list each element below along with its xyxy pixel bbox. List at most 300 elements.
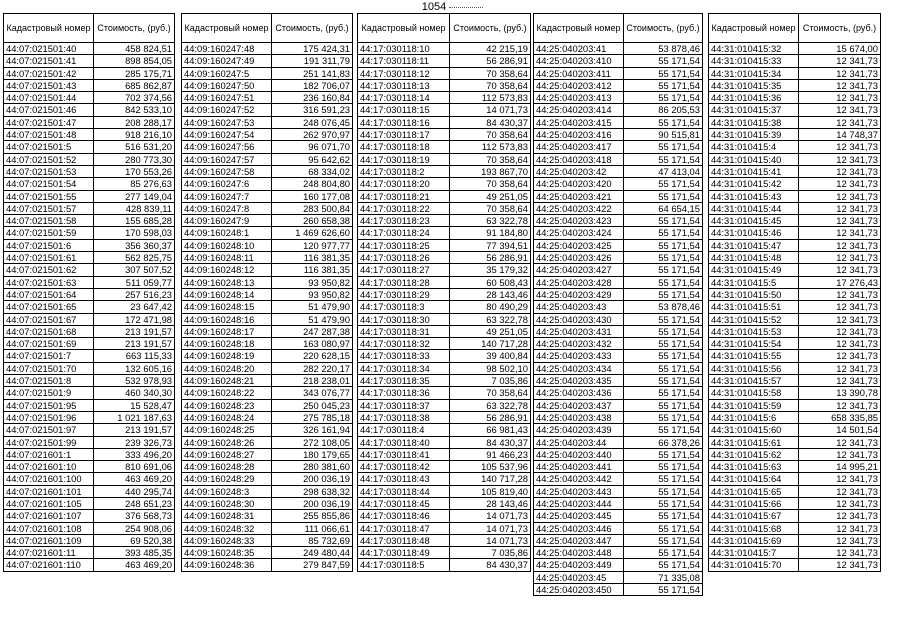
- cadastral-number-cell: 44:09:160247:5: [182, 67, 272, 79]
- cost-cell: 282 220,17: [272, 362, 353, 374]
- table-row: [182, 141, 353, 153]
- table-row: [182, 473, 353, 485]
- table-row: [4, 473, 175, 485]
- cadastral-number-cell: 44:07:021501:53: [4, 165, 94, 177]
- table-row: [358, 387, 531, 399]
- table-row: [182, 67, 353, 79]
- cost-cell: 200 036,19: [272, 497, 353, 509]
- cadastral-number-cell: 44:17:030118:47: [358, 522, 450, 534]
- cadastral-number-cell: 44:07:021501:61: [4, 252, 94, 264]
- table-row: [182, 276, 353, 288]
- table-row: [4, 325, 175, 337]
- table-row: [182, 350, 353, 362]
- cost-cell: 298 638,32: [272, 485, 353, 497]
- cost-cell: 70 358,64: [450, 79, 531, 91]
- cadastral-number-cell: 44:31:010415:49: [709, 264, 799, 276]
- cost-cell: 66 981,43: [450, 424, 531, 436]
- cost-cell: 1 021 187,63: [94, 411, 175, 423]
- table-row: [534, 375, 703, 387]
- cadastral-number-cell: 44:31:010415:69: [709, 534, 799, 546]
- cadastral-number-cell: 44:09:160247:50: [182, 79, 272, 91]
- cost-cell: 182 706,07: [272, 79, 353, 91]
- table-row: [4, 375, 175, 387]
- cost-cell: 393 485,35: [94, 547, 175, 559]
- cadastral-number-cell: 44:25:040203:437: [534, 399, 624, 411]
- cadastral-number-cell: 44:17:030118:44: [358, 485, 450, 497]
- cost-cell: 516 531,20: [94, 141, 175, 153]
- cadastral-number-cell: 44:25:040203:427: [534, 264, 624, 276]
- cost-cell: 12 341,73: [799, 522, 881, 534]
- cost-cell: 86 205,53: [624, 104, 703, 116]
- table-row: [4, 522, 175, 534]
- cadastral-number-cell: 44:09:160248:35: [182, 547, 272, 559]
- table-row: [182, 116, 353, 128]
- cost-cell: 55 171,54: [624, 375, 703, 387]
- cadastral-number-cell: 44:09:160247:52: [182, 104, 272, 116]
- table-row: [4, 350, 175, 362]
- table-row: [4, 399, 175, 411]
- cost-cell: 51 479,90: [272, 313, 353, 325]
- cadastral-number-cell: 44:17:030118:24: [358, 227, 450, 239]
- table-row: [358, 239, 531, 251]
- table-row: [709, 276, 881, 288]
- cost-cell: 55 171,54: [624, 584, 703, 596]
- table-row: [709, 165, 881, 177]
- cadastral-number-cell: 44:09:160248:23: [182, 399, 272, 411]
- table-row: [4, 313, 175, 325]
- cadastral-number-cell: 44:07:021601:108: [4, 522, 94, 534]
- cadastral-number-cell: 44:07:021501:6: [4, 239, 94, 251]
- cadastral-number-cell: 44:17:030118:17: [358, 129, 450, 141]
- page-number-dots: [449, 7, 483, 8]
- table-row: [358, 116, 531, 128]
- cost-cell: 71 335,08: [624, 571, 703, 583]
- cadastral-number-cell: 44:31:010415:61: [709, 436, 799, 448]
- table-row: [358, 227, 531, 239]
- cost-cell: 85 276,63: [94, 178, 175, 190]
- table-row: [534, 264, 703, 276]
- cadastral-number-cell: 44:25:040203:45: [534, 571, 624, 583]
- cadastral-number-cell: 44:09:160248:30: [182, 497, 272, 509]
- cost-cell: 112 573,83: [450, 92, 531, 104]
- cost-cell: 55 171,54: [624, 67, 703, 79]
- table-row: [182, 239, 353, 251]
- cost-cell: 55 171,54: [624, 215, 703, 227]
- cost-cell: 220 628,15: [272, 350, 353, 362]
- page-number-text: 1054: [421, 1, 447, 13]
- table-row: [709, 510, 881, 522]
- table-row: [709, 43, 881, 55]
- cost-cell: 23 647,42: [94, 301, 175, 313]
- table-row: [358, 301, 531, 313]
- cost-cell: 12 341,73: [799, 313, 881, 325]
- cost-cell: 28 143,46: [450, 288, 531, 300]
- cadastral-number-cell: 44:25:040203:435: [534, 375, 624, 387]
- cost-cell: 12 341,73: [799, 350, 881, 362]
- cadastral-number-cell: 44:25:040203:417: [534, 141, 624, 153]
- cadastral-number-cell: 44:31:010415:41: [709, 165, 799, 177]
- cadastral-number-cell: 44:25:040203:436: [534, 387, 624, 399]
- cadastral-number-cell: 44:17:030118:15: [358, 104, 450, 116]
- cadastral-number-cell: 44:09:160248:18: [182, 338, 272, 350]
- cost-cell: 55 171,54: [624, 276, 703, 288]
- table-row: [182, 215, 353, 227]
- cadastral-number-cell: 44:07:021601:110: [4, 559, 94, 571]
- table-row: [182, 252, 353, 264]
- table-row: [534, 338, 703, 350]
- table-row: [709, 338, 881, 350]
- table-row: [534, 461, 703, 473]
- cadastral-number-header: Кадастровый номер: [534, 14, 624, 43]
- cadastral-number-cell: 44:09:160248:28: [182, 461, 272, 473]
- table-row: [709, 129, 881, 141]
- table-row: [4, 165, 175, 177]
- table-row: [4, 387, 175, 399]
- table-row: [358, 264, 531, 276]
- cost-cell: 248 804,80: [272, 178, 353, 190]
- cost-cell: 85 732,69: [272, 534, 353, 546]
- cadastral-number-cell: 44:17:030118:42: [358, 461, 450, 473]
- cost-cell: 55 171,54: [624, 313, 703, 325]
- cadastral-number-cell: 44:07:021501:59: [4, 227, 94, 239]
- table-row: [182, 461, 353, 473]
- cadastral-number-cell: 44:25:040203:425: [534, 239, 624, 251]
- table-row: [358, 485, 531, 497]
- cadastral-number-cell: 44:07:021601:101: [4, 485, 94, 497]
- cadastral-number-cell: 44:07:021501:48: [4, 129, 94, 141]
- cost-cell: 193 867,70: [450, 165, 531, 177]
- cadastral-number-cell: 44:07:021601:10: [4, 461, 94, 473]
- cost-cell: 170 553,26: [94, 165, 175, 177]
- cadastral-number-cell: 44:25:040203:447: [534, 534, 624, 546]
- cost-cell: 685 862,87: [94, 79, 175, 91]
- cadastral-number-cell: 44:31:010415:7: [709, 547, 799, 559]
- cost-cell: 15 528,47: [94, 399, 175, 411]
- table-row: [709, 497, 881, 509]
- cost-cell: 280 381,60: [272, 461, 353, 473]
- cost-cell: 12 341,73: [799, 215, 881, 227]
- cost-cell: 1 469 626,60: [272, 227, 353, 239]
- table-row: [709, 411, 881, 423]
- cost-cell: 47 413,04: [624, 165, 703, 177]
- cadastral-number-cell: 44:17:030118:21: [358, 190, 450, 202]
- table-row: [182, 338, 353, 350]
- table-row: [4, 239, 175, 251]
- cadastral-number-cell: 44:31:010415:32: [709, 43, 799, 55]
- cost-cell: 12 341,73: [799, 202, 881, 214]
- cadastral-number-cell: 44:07:021501:7: [4, 350, 94, 362]
- cadastral-number-cell: 44:09:160248:21: [182, 375, 272, 387]
- cost-cell: 55 171,54: [624, 264, 703, 276]
- cadastral-number-cell: 44:25:040203:434: [534, 362, 624, 374]
- cost-cell: 70 358,64: [450, 153, 531, 165]
- cadastral-number-cell: 44:09:160247:48: [182, 43, 272, 55]
- cost-cell: 42 215,19: [450, 43, 531, 55]
- cadastral-number-header: Кадастровый номер: [709, 14, 799, 43]
- cadastral-number-cell: 44:17:030118:12: [358, 67, 450, 79]
- cadastral-number-cell: 44:31:010415:59: [709, 399, 799, 411]
- cadastral-number-cell: 44:25:040203:443: [534, 485, 624, 497]
- cadastral-number-cell: 44:25:040203:433: [534, 350, 624, 362]
- table-row: [709, 252, 881, 264]
- cost-cell: 55 171,54: [624, 559, 703, 571]
- cost-cell: 12 341,73: [799, 559, 881, 571]
- cadastral-number-cell: 44:25:040203:429: [534, 288, 624, 300]
- table-row: [534, 116, 703, 128]
- table-row: [358, 375, 531, 387]
- cadastral-number-cell: 44:09:160248:25: [182, 424, 272, 436]
- cost-cell: 12 341,73: [799, 252, 881, 264]
- cost-cell: 90 515,81: [624, 129, 703, 141]
- table-row: [358, 510, 531, 522]
- cost-cell: 247 287,38: [272, 325, 353, 337]
- cost-cell: 460 340,30: [94, 387, 175, 399]
- cost-cell: 77 394,51: [450, 239, 531, 251]
- cost-cell: 463 469,20: [94, 473, 175, 485]
- table-row: [709, 350, 881, 362]
- cadastral-number-cell: 44:09:160247:57: [182, 153, 272, 165]
- table-row: [534, 424, 703, 436]
- cost-cell: 170 598,03: [94, 227, 175, 239]
- cadastral-number-cell: 44:25:040203:415: [534, 116, 624, 128]
- cost-cell: 53 878,46: [624, 43, 703, 55]
- cadastral-number-cell: 44:09:160247:56: [182, 141, 272, 153]
- cost-cell: 56 286,91: [450, 252, 531, 264]
- cost-cell: 213 191,57: [94, 338, 175, 350]
- cadastral-number-cell: 44:09:160248:26: [182, 436, 272, 448]
- cost-cell: 255 855,86: [272, 510, 353, 522]
- table-row: [709, 178, 881, 190]
- cost-cell: 55 171,54: [624, 424, 703, 436]
- cost-cell: 12 341,73: [799, 485, 881, 497]
- cost-cell: 12 341,73: [799, 325, 881, 337]
- table-row: [534, 129, 703, 141]
- cost-cell: 428 839,11: [94, 202, 175, 214]
- cost-cell: 55 171,54: [624, 178, 703, 190]
- table-row: [182, 559, 353, 571]
- cadastral-number-cell: 44:17:030118:20: [358, 178, 450, 190]
- cadastral-number-cell: 44:31:010415:66: [709, 497, 799, 509]
- cost-cell: 70 358,64: [450, 387, 531, 399]
- cost-cell: 918 216,10: [94, 129, 175, 141]
- cost-cell: 12 341,73: [799, 178, 881, 190]
- table-row: [182, 325, 353, 337]
- table-row: [4, 559, 175, 571]
- cost-cell: 55 171,54: [624, 461, 703, 473]
- table-row: [709, 375, 881, 387]
- cost-cell: 132 605,16: [94, 362, 175, 374]
- cadastral-number-cell: 44:25:040203:41: [534, 43, 624, 55]
- table-row: [534, 43, 703, 55]
- cadastral-number-cell: 44:25:040203:413: [534, 92, 624, 104]
- table-row: [358, 411, 531, 423]
- cadastral-number-cell: 44:25:040203:42: [534, 165, 624, 177]
- cost-cell: 93 950,82: [272, 288, 353, 300]
- cadastral-number-cell: 44:09:160247:7: [182, 190, 272, 202]
- cost-cell: 116 381,35: [272, 264, 353, 276]
- table-row: [4, 227, 175, 239]
- cadastral-number-cell: 44:07:021501:58: [4, 215, 94, 227]
- cost-cell: 260 658,38: [272, 215, 353, 227]
- cost-cell: 15 674,00: [799, 43, 881, 55]
- table-row: [358, 92, 531, 104]
- table-row: [534, 387, 703, 399]
- cadastral-number-cell: 44:31:010415:64: [709, 473, 799, 485]
- cadastral-number-cell: 44:17:030118:33: [358, 350, 450, 362]
- cadastral-number-cell: 44:25:040203:422: [534, 202, 624, 214]
- cadastral-number-cell: 44:09:160247:49: [182, 55, 272, 67]
- cost-cell: 272 108,05: [272, 436, 353, 448]
- cadastral-number-cell: 44:31:010415:38: [709, 116, 799, 128]
- table-row: [709, 92, 881, 104]
- cadastral-number-header: Кадастровый номер: [358, 14, 450, 43]
- cost-cell: 91 466,23: [450, 448, 531, 460]
- table-row: [534, 485, 703, 497]
- cadastral-number-cell: 44:25:040203:442: [534, 473, 624, 485]
- cadastral-number-cell: 44:25:040203:420: [534, 178, 624, 190]
- cost-cell: 12 341,73: [799, 239, 881, 251]
- table-row: [534, 571, 703, 583]
- cost-table-4: [533, 13, 703, 596]
- cadastral-number-cell: 44:17:030118:14: [358, 92, 450, 104]
- cadastral-number-cell: 44:17:030118:30: [358, 313, 450, 325]
- table-row: [534, 362, 703, 374]
- cost-cell: 55 171,54: [624, 350, 703, 362]
- cadastral-number-cell: 44:09:160248:16: [182, 313, 272, 325]
- cost-cell: 279 847,59: [272, 559, 353, 571]
- table-row: [534, 104, 703, 116]
- table-row: [709, 534, 881, 546]
- cost-cell: 116 381,35: [272, 252, 353, 264]
- cost-cell: 14 995,21: [799, 461, 881, 473]
- table-row: [534, 55, 703, 67]
- cost-cell: 12 341,73: [799, 375, 881, 387]
- table-row: [534, 313, 703, 325]
- cost-cell: 56 286,91: [450, 411, 531, 423]
- cost-cell: 68 334,02: [272, 165, 353, 177]
- table-header-row: [534, 14, 703, 43]
- cadastral-number-cell: 44:09:160248:1: [182, 227, 272, 239]
- cost-cell: 55 171,54: [624, 239, 703, 251]
- table-row: [4, 92, 175, 104]
- cost-cell: 12 341,73: [799, 399, 881, 411]
- cadastral-number-cell: 44:07:021501:42: [4, 67, 94, 79]
- table-row: [358, 362, 531, 374]
- cost-cell: 12 341,73: [799, 264, 881, 276]
- cadastral-number-cell: 44:07:021501:62: [4, 264, 94, 276]
- table-row: [534, 411, 703, 423]
- cost-cell: 532 978,93: [94, 375, 175, 387]
- cost-cell: 12 341,73: [799, 436, 881, 448]
- cadastral-number-cell: 44:09:160247:54: [182, 129, 272, 141]
- table-row: [182, 264, 353, 276]
- cost-cell: 213 191,57: [94, 424, 175, 436]
- cost-cell: 12 341,73: [799, 473, 881, 485]
- table-row: [358, 313, 531, 325]
- table-row: [182, 534, 353, 546]
- table-row: [358, 129, 531, 141]
- cost-cell: 12 341,73: [799, 497, 881, 509]
- cadastral-number-cell: 44:31:010415:47: [709, 239, 799, 251]
- cost-cell: 12 341,73: [799, 288, 881, 300]
- cost-cell: 12 341,73: [799, 92, 881, 104]
- cadastral-number-cell: 44:25:040203:445: [534, 510, 624, 522]
- cost-cell: 63 322,78: [450, 313, 531, 325]
- cost-cell: 55 171,54: [624, 547, 703, 559]
- cost-cell: 13 390,78: [799, 387, 881, 399]
- cadastral-number-cell: 44:07:021501:54: [4, 178, 94, 190]
- cadastral-number-cell: 44:17:030118:19: [358, 153, 450, 165]
- cadastral-number-cell: 44:25:040203:416: [534, 129, 624, 141]
- table-row: [709, 301, 881, 313]
- cadastral-number-cell: 44:25:040203:424: [534, 227, 624, 239]
- cost-cell: 53 878,46: [624, 301, 703, 313]
- cadastral-number-cell: 44:17:030118:29: [358, 288, 450, 300]
- table-row: [709, 485, 881, 497]
- table-row: [534, 153, 703, 165]
- cost-cell: 172 471,98: [94, 313, 175, 325]
- table-row: [182, 153, 353, 165]
- cadastral-number-cell: 44:07:021501:64: [4, 288, 94, 300]
- cost-cell: 55 171,54: [624, 190, 703, 202]
- table-row: [358, 534, 531, 546]
- cost-table-1: [3, 13, 175, 572]
- cadastral-number-cell: 44:07:021601:11: [4, 547, 94, 559]
- cost-cell: 248 651,23: [94, 497, 175, 509]
- cost-cell: 326 161,94: [272, 424, 353, 436]
- table-row: [534, 79, 703, 91]
- table-row: [358, 178, 531, 190]
- cadastral-number-cell: 44:07:021501:47: [4, 116, 94, 128]
- table-row: [182, 313, 353, 325]
- cost-cell: 307 507,52: [94, 264, 175, 276]
- cost-cell: 120 977,77: [272, 239, 353, 251]
- table-row: [358, 325, 531, 337]
- cadastral-number-cell: 44:07:021501:67: [4, 313, 94, 325]
- table-row: [534, 497, 703, 509]
- cadastral-number-cell: 44:25:040203:431: [534, 325, 624, 337]
- table-row: [709, 559, 881, 571]
- table-row: [4, 424, 175, 436]
- cadastral-number-cell: 44:25:040203:446: [534, 522, 624, 534]
- table-row: [182, 375, 353, 387]
- cost-cell: 55 171,54: [624, 92, 703, 104]
- cadastral-number-cell: 44:17:030118:35: [358, 375, 450, 387]
- cost-cell: 49 251,05: [450, 190, 531, 202]
- cadastral-number-cell: 44:31:010415:50: [709, 288, 799, 300]
- cadastral-number-cell: 44:17:030118:45: [358, 497, 450, 509]
- table-row: [4, 67, 175, 79]
- cost-cell: 70 358,64: [450, 67, 531, 79]
- table-row: [534, 252, 703, 264]
- cost-cell: 98 502,10: [450, 362, 531, 374]
- cost-cell: 93 950,82: [272, 276, 353, 288]
- cadastral-number-cell: 44:25:040203:44: [534, 436, 624, 448]
- cost-cell: 64 654,15: [624, 202, 703, 214]
- cadastral-number-cell: 44:07:021601:109: [4, 534, 94, 546]
- table-row: [182, 129, 353, 141]
- cost-cell: 12 341,73: [799, 116, 881, 128]
- table-row: [4, 436, 175, 448]
- cadastral-number-cell: 44:31:010415:46: [709, 227, 799, 239]
- cadastral-number-cell: 44:07:021501:65: [4, 301, 94, 313]
- table-row: [4, 288, 175, 300]
- cost-cell: 12 341,73: [799, 510, 881, 522]
- table-row: [182, 227, 353, 239]
- cadastral-number-cell: 44:09:160248:19: [182, 350, 272, 362]
- table-row: [182, 510, 353, 522]
- cadastral-number-cell: 44:25:040203:438: [534, 411, 624, 423]
